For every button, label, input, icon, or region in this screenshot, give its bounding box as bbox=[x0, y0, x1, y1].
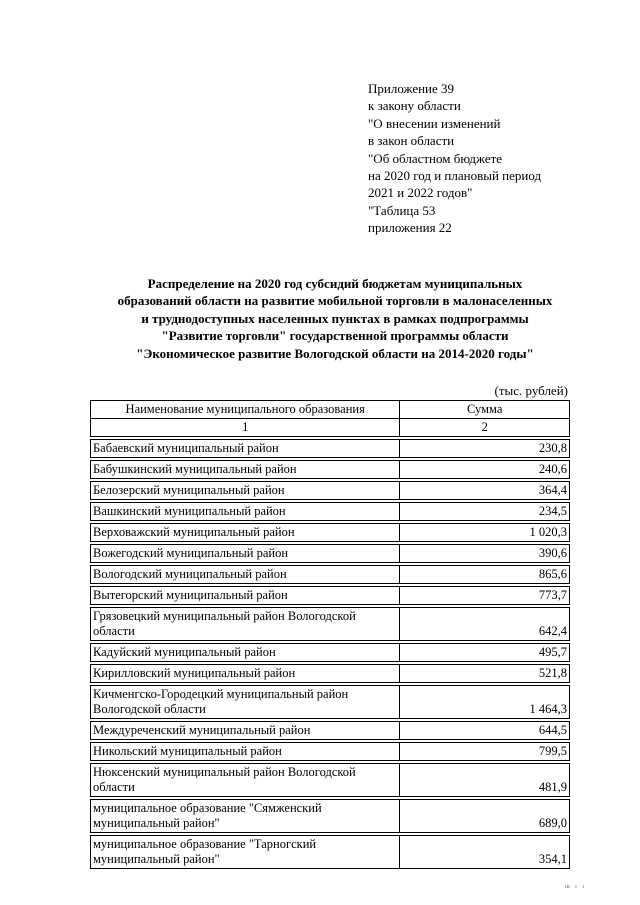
subsidy-amount: 521,8 bbox=[400, 665, 570, 683]
municipality-name-line: Вологодский муниципальный район bbox=[93, 567, 287, 581]
title-line: "Развитие торговли" государственной программы области bbox=[161, 328, 509, 344]
table-row bbox=[91, 503, 570, 521]
municipality-name bbox=[91, 764, 400, 797]
municipality-name bbox=[91, 440, 400, 458]
table-header-row bbox=[91, 401, 570, 419]
appendix-line: 2021 и 2022 годов" bbox=[368, 185, 473, 201]
appendix-line: приложения 22 bbox=[368, 220, 452, 236]
table-row bbox=[91, 608, 570, 641]
subsidy-table bbox=[90, 400, 570, 869]
subsidy-amount: 773,7 bbox=[400, 587, 570, 605]
municipality-name-line: Кирилловский муниципальный район bbox=[93, 666, 296, 680]
column-number-2: 2 bbox=[400, 419, 570, 437]
municipality-name-line: муниципальное образование "Тарногский bbox=[93, 837, 317, 851]
appendix-line: на 2020 год и плановый период bbox=[368, 168, 542, 184]
table-row bbox=[91, 545, 570, 563]
table-row bbox=[91, 743, 570, 761]
table-row bbox=[91, 461, 570, 479]
municipality-name-line: Междуреченский муниципальный район bbox=[93, 723, 311, 737]
table-row bbox=[91, 800, 570, 833]
municipality-name-line: Белозерский муниципальный район bbox=[93, 483, 285, 497]
subsidy-amount: 481,9 bbox=[400, 764, 570, 797]
table-column-numbers-row bbox=[91, 419, 570, 437]
municipality-name-line: области bbox=[93, 780, 135, 794]
municipality-name-line: Вологодской области bbox=[93, 702, 206, 716]
header-amount: Сумма bbox=[400, 401, 570, 419]
table-row bbox=[91, 524, 570, 542]
municipality-name bbox=[91, 743, 400, 761]
table-row bbox=[91, 836, 570, 869]
scan-footmark: ш ı ı bbox=[565, 884, 586, 890]
title-line: образований области на развитие мобильной торговли в малонаселенных bbox=[117, 293, 553, 309]
subsidy-amount: 644,5 bbox=[400, 722, 570, 740]
subsidy-amount: 390,6 bbox=[400, 545, 570, 563]
municipality-name bbox=[91, 482, 400, 500]
table-row bbox=[91, 722, 570, 740]
table-row bbox=[91, 764, 570, 797]
municipality-name-line: Бабушкинский муниципальный район bbox=[93, 462, 297, 476]
municipality-name bbox=[91, 608, 400, 641]
column-number-1: 1 bbox=[91, 419, 400, 437]
municipality-name-line: муниципальный район" bbox=[93, 816, 220, 830]
municipality-name-line: Никольский муниципальный район bbox=[93, 744, 282, 758]
appendix-note bbox=[368, 80, 541, 237]
municipality-name bbox=[91, 722, 400, 740]
municipality-name bbox=[91, 566, 400, 584]
subsidy-amount: 364,4 bbox=[400, 482, 570, 500]
document-title bbox=[70, 275, 600, 362]
municipality-name bbox=[91, 461, 400, 479]
municipality-name-line: Вашкинский муниципальный район bbox=[93, 504, 286, 518]
municipality-name-line: муниципальный район" bbox=[93, 852, 220, 866]
municipality-name-line: Вожегодский муниципальный район bbox=[93, 546, 289, 560]
appendix-line: Приложение 39 bbox=[368, 81, 455, 96]
municipality-name-line: Грязовецкий муниципальный район Вологодской bbox=[93, 609, 356, 623]
municipality-name bbox=[91, 665, 400, 683]
municipality-name-line: Нюксенский муниципальный район Вологодской bbox=[93, 765, 356, 779]
header-municipality: Наименование муниципального образования bbox=[91, 401, 400, 419]
subsidy-amount: 495,7 bbox=[400, 644, 570, 662]
table-row bbox=[91, 440, 570, 458]
municipality-name-line: Кичменгско-Городецкий муниципальный район bbox=[93, 687, 349, 701]
municipality-name bbox=[91, 587, 400, 605]
appendix-line: в закон области bbox=[368, 133, 455, 149]
subsidy-amount: 1 020,3 bbox=[400, 524, 570, 542]
table-row bbox=[91, 665, 570, 683]
municipality-name bbox=[91, 545, 400, 563]
municipality-name-line: Вытегорский муниципальный район bbox=[93, 588, 288, 602]
subsidy-amount: 865,6 bbox=[400, 566, 570, 584]
subsidy-amount: 1 464,3 bbox=[400, 686, 570, 719]
municipality-name bbox=[91, 836, 400, 869]
municipality-name-line: Бабаевский муниципальный район bbox=[93, 441, 279, 455]
title-line: Распределение на 2020 год субсидий бюджетам муниципальных bbox=[147, 276, 523, 291]
subsidy-amount: 689,0 bbox=[400, 800, 570, 833]
appendix-line: к закону области bbox=[368, 98, 461, 114]
subsidy-amount: 354,1 bbox=[400, 836, 570, 869]
table-row bbox=[91, 686, 570, 719]
subsidy-amount: 799,5 bbox=[400, 743, 570, 761]
subsidy-amount: 234,5 bbox=[400, 503, 570, 521]
municipality-name bbox=[91, 524, 400, 542]
municipality-name-line: муниципальное образование "Сямженский bbox=[93, 801, 322, 815]
municipality-name bbox=[91, 686, 400, 719]
appendix-line: "Таблица 53 bbox=[368, 202, 436, 218]
table-row bbox=[91, 482, 570, 500]
table-row bbox=[91, 566, 570, 584]
subsidy-amount: 230,8 bbox=[400, 440, 570, 458]
appendix-line: "О внесении изменений bbox=[368, 115, 501, 131]
title-line: и труднодоступных населенных пунктах в рамках подпрограммы bbox=[141, 310, 529, 326]
municipality-name bbox=[91, 503, 400, 521]
table-row bbox=[91, 587, 570, 605]
municipality-name-line: Верховажский муниципальный район bbox=[93, 525, 295, 539]
municipality-name-line: Кадуйский муниципальный район bbox=[93, 645, 276, 659]
units-label: (тыс. рублей) bbox=[494, 383, 568, 398]
municipality-name-line: области bbox=[93, 624, 135, 638]
subsidy-amount: 240,6 bbox=[400, 461, 570, 479]
table-row bbox=[91, 644, 570, 662]
municipality-name bbox=[91, 644, 400, 662]
appendix-line: "Об областном бюджете bbox=[368, 150, 503, 166]
title-line: "Экономическое развитие Вологодской области на 2014-2020 годы" bbox=[136, 345, 534, 361]
subsidy-amount: 642,4 bbox=[400, 608, 570, 641]
municipality-name bbox=[91, 800, 400, 833]
